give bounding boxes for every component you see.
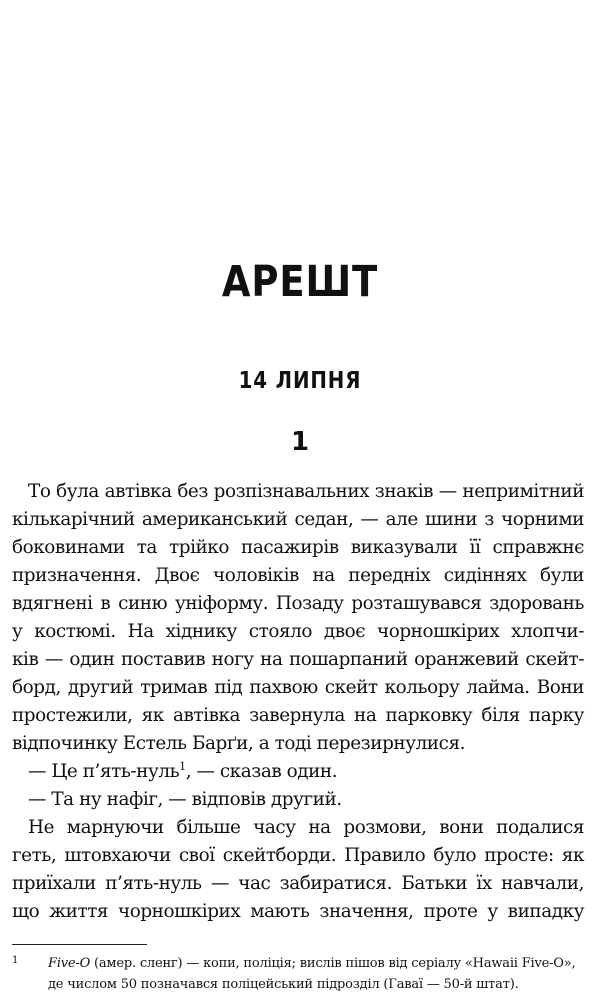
text-line: Не марнуючи більше часу на розмови, вони подалися bbox=[28, 817, 584, 838]
dialogue-line: — Та ну нафіг, — відповів другий. bbox=[28, 789, 342, 810]
footnote-divider bbox=[12, 944, 147, 945]
text-line: відпочинку Естель Барґи, а тоді перезирнулися. bbox=[12, 733, 466, 754]
text-line: геть, штовхаючи свої скейтборди. Правило було просте: як bbox=[12, 845, 584, 866]
section-number: 1 bbox=[290, 427, 310, 457]
text-line: призначення. Двоє чоловіків на передніх сидіннях були bbox=[12, 565, 584, 586]
date-heading: 14 ЛИПНЯ bbox=[238, 368, 362, 394]
footnote-text: (амер. сленг) — копи, поліція; вислів пішов від серіалу «Hawaii Five-O», bbox=[90, 956, 576, 971]
text-line: приїхали п’ять-нуль — час забиратися. Батьки їх навчали, bbox=[12, 873, 584, 894]
footnote-line: 1 Five-O (амер. сленг) — копи, поліція; вислів пішов від серіалу «Hawaii Five-O», bbox=[12, 955, 576, 971]
text-line: борд, другий тримав під пахвою скейт кольору лайма. Вони bbox=[12, 677, 584, 698]
text-line: кількарічний американський седан, — але шини з чорними bbox=[12, 509, 584, 530]
dialogue-line bbox=[28, 760, 584, 784]
footnote-reference: 1 bbox=[179, 760, 186, 773]
text-line: простежили, як автівка завернула на парковку біля парку bbox=[12, 705, 584, 726]
text-line: боковинами та трійко пасажирів виказували її справжнє bbox=[12, 537, 584, 558]
dialogue-text: — Це п’ять-нуль bbox=[28, 761, 180, 782]
text-line: у костюмі. На хіднику стояло двоє чорношкірих хлопчи- bbox=[12, 621, 584, 642]
footnote-term: Five-O bbox=[48, 956, 91, 971]
text-line: ків — один поставив ногу на пошарпаний оранжевий скейт- bbox=[12, 649, 584, 670]
footnote-line: де числом 50 позначався поліцейський підрозділ (Гаваї — 50-й штат). bbox=[48, 977, 519, 992]
chapter-title: АРЕШТ bbox=[221, 257, 379, 307]
text-line: що життя чорношкірих мають значення, проте у випадку bbox=[12, 901, 584, 922]
text-line: То була автівка без розпізнавальних знаків — непримітний bbox=[28, 481, 584, 502]
dialogue-tail: , — сказав один. bbox=[185, 761, 338, 782]
text-line: вдягнені в синю уніформу. Позаду розташувався здоровань bbox=[12, 593, 584, 614]
